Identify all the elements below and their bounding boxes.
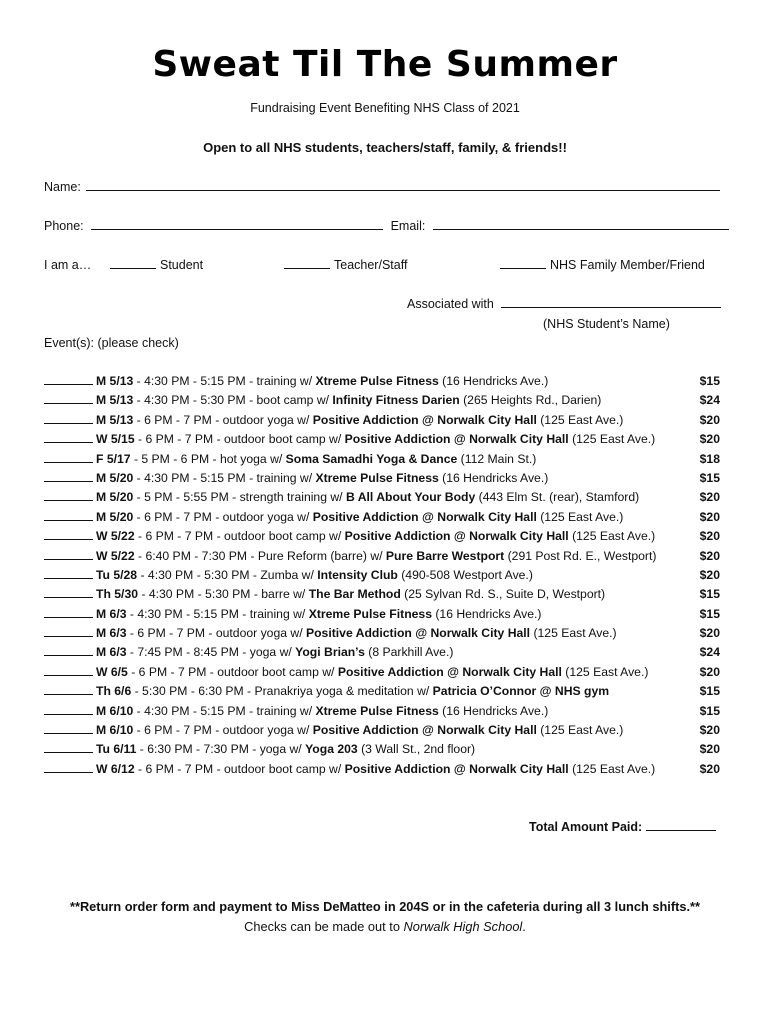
page-title: Sweat Til The Summer xyxy=(152,44,618,85)
return-instructions: **Return order form and payment to Miss DeMatteo in 204S or in the cafeteria during all 3 lunch shifts.** xyxy=(69,899,700,914)
events-list xyxy=(44,374,720,781)
event-row xyxy=(44,762,720,781)
event-time-activity: - 7:45 PM - 8:45 PM - yoga w/ xyxy=(126,645,296,660)
event-checkbox[interactable] xyxy=(44,568,93,579)
event-price: $20 xyxy=(699,432,720,447)
event-price: $20 xyxy=(699,567,720,582)
event-venue: Xtreme Pulse Fitness xyxy=(315,374,439,388)
event-checkbox[interactable] xyxy=(44,607,93,618)
event-date: M 5/20 xyxy=(96,509,134,524)
event-time-activity: - 6:40 PM - 7:30 PM - Pure Reform (barre) w/ xyxy=(134,548,386,563)
event-row xyxy=(44,723,720,742)
page-subtitle: Fundraising Event Benefiting NHS Class of 2021 xyxy=(250,101,520,115)
event-date: Tu 6/11 xyxy=(96,742,137,757)
total-paid-row xyxy=(529,820,716,834)
event-address: (3 Wall St., 2nd floor) xyxy=(357,742,476,757)
event-address: (16 Hendricks Ave.) xyxy=(438,374,549,388)
event-description xyxy=(96,665,690,679)
event-venue: Soma Samadhi Yoga & Dance xyxy=(285,451,458,466)
event-time-activity: - 6:30 PM - 7:30 PM - yoga w/ xyxy=(136,742,306,757)
event-description xyxy=(96,452,690,466)
total-paid-field[interactable] xyxy=(646,820,716,831)
event-address: (443 Elm St. (rear), Stamford) xyxy=(475,490,640,505)
event-date: M 6/3 xyxy=(96,645,127,660)
event-row xyxy=(44,549,720,568)
event-description xyxy=(96,529,690,543)
event-date: M 6/10 xyxy=(96,703,134,718)
event-price: $15 xyxy=(699,606,720,621)
event-venue: Positive Addiction @ Norwalk City Hall xyxy=(344,432,569,447)
event-row xyxy=(44,587,720,606)
event-row xyxy=(44,432,720,451)
email-label: Email: xyxy=(390,219,426,233)
event-address: (8 Parkhill Ave.) xyxy=(364,645,454,660)
event-date: W 6/5 xyxy=(96,664,128,679)
event-date: F 5/17 xyxy=(96,451,131,466)
event-price: $20 xyxy=(699,529,720,544)
event-description xyxy=(96,742,690,756)
event-address: (125 East Ave.) xyxy=(536,723,624,738)
event-venue: Positive Addiction @ Norwalk City Hall xyxy=(305,626,531,641)
event-address: (125 East Ave.) xyxy=(568,432,656,447)
role-option-label: Student xyxy=(160,258,204,272)
checks-payable-line xyxy=(0,919,770,934)
phone-email-row xyxy=(44,219,729,233)
event-checkbox[interactable] xyxy=(44,452,93,463)
event-venue: Xtreme Pulse Fitness xyxy=(308,606,432,621)
event-checkbox[interactable] xyxy=(44,626,93,637)
event-row xyxy=(44,490,720,509)
event-price: $20 xyxy=(699,412,720,427)
event-address: (490-508 Westport Ave.) xyxy=(397,567,533,582)
event-date: Th 5/30 xyxy=(96,587,138,602)
event-venue: Positive Addiction @ Norwalk City Hall xyxy=(312,509,537,524)
event-description xyxy=(96,549,690,563)
event-checkbox[interactable] xyxy=(44,723,93,734)
event-address: (125 East Ave.) xyxy=(561,664,649,679)
event-address: (112 Main St.) xyxy=(457,451,537,466)
event-address: (25 Sylvan Rd. S., Suite D, Westport) xyxy=(400,587,606,602)
event-description xyxy=(96,393,690,407)
event-address: (125 East Ave.) xyxy=(530,626,617,641)
event-price: $24 xyxy=(699,645,720,660)
event-price: $15 xyxy=(699,684,720,699)
event-checkbox[interactable] xyxy=(44,490,93,501)
event-venue: Positive Addiction @ Norwalk City Hall xyxy=(344,529,569,544)
event-address: (265 Heights Rd., Darien) xyxy=(459,393,602,408)
event-time-activity: - 4:30 PM - 5:30 PM - boot camp w/ xyxy=(133,393,333,408)
event-description xyxy=(96,684,690,698)
phone-label: Phone: xyxy=(44,219,84,233)
event-time-activity: - 6 PM - 7 PM - outdoor boot camp w/ xyxy=(134,432,345,447)
event-row xyxy=(44,607,720,626)
event-venue: Positive Addiction @ Norwalk City Hall xyxy=(337,664,562,679)
event-price: $20 xyxy=(699,742,720,757)
checks-prefix: Checks can be made out to xyxy=(244,919,404,934)
event-price: $18 xyxy=(699,451,720,466)
associated-label: Associated with xyxy=(407,297,494,311)
event-time-activity: - 5 PM - 5:55 PM - strength training w/ xyxy=(133,490,346,505)
associated-note: (NHS Student’s Name) xyxy=(543,317,670,331)
event-address: (16 Hendricks Ave.) xyxy=(438,470,549,485)
event-venue: B All About Your Body xyxy=(345,490,476,505)
event-date: W 6/12 xyxy=(96,761,135,776)
role-label: I am a… xyxy=(44,258,92,272)
associated-student-field[interactable] xyxy=(501,297,721,308)
event-date: W 5/22 xyxy=(96,548,135,563)
event-description xyxy=(96,723,690,737)
event-venue: Infinity Fitness Darien xyxy=(332,393,460,408)
event-description xyxy=(96,471,690,485)
event-description xyxy=(96,626,690,640)
event-venue: Patricia O’Connor @ NHS gym xyxy=(432,684,610,699)
event-date: M 6/3 xyxy=(96,626,127,641)
event-time-activity: - 4:30 PM - 5:15 PM - training w/ xyxy=(133,374,316,388)
event-price: $20 xyxy=(699,761,720,776)
event-venue: Positive Addiction @ Norwalk City Hall xyxy=(312,412,537,427)
event-description xyxy=(96,645,690,659)
event-checkbox[interactable] xyxy=(44,393,93,404)
event-venue: The Bar Method xyxy=(308,587,401,602)
event-venue: Positive Addiction @ Norwalk City Hall xyxy=(312,723,537,738)
event-description xyxy=(96,762,690,776)
event-checkbox[interactable] xyxy=(44,432,93,443)
event-row xyxy=(44,684,720,703)
event-row xyxy=(44,645,720,664)
event-time-activity: - 6 PM - 7 PM - outdoor yoga w/ xyxy=(133,723,313,738)
event-checkbox[interactable] xyxy=(44,471,93,482)
event-checkbox[interactable] xyxy=(44,510,93,521)
name-label: Name: xyxy=(44,180,81,194)
event-row xyxy=(44,704,720,723)
event-date: W 5/15 xyxy=(96,432,135,447)
event-venue: Yogi Brian’s xyxy=(295,645,365,660)
event-time-activity: - 4:30 PM - 5:15 PM - training w/ xyxy=(133,470,316,485)
event-checkbox[interactable] xyxy=(44,684,93,695)
event-row xyxy=(44,665,720,684)
event-date: M 6/3 xyxy=(96,606,127,621)
event-price: $20 xyxy=(699,509,720,524)
role-option-family-friend[interactable] xyxy=(500,258,705,272)
event-venue: Xtreme Pulse Fitness xyxy=(315,470,439,485)
event-row xyxy=(44,393,720,412)
event-time-activity: - 5 PM - 6 PM - hot yoga w/ xyxy=(130,451,286,466)
role-option-teacher-staff[interactable] xyxy=(284,258,407,272)
event-description xyxy=(96,568,690,582)
name-field[interactable] xyxy=(86,180,720,191)
event-time-activity: - 6 PM - 7 PM - outdoor boot camp w/ xyxy=(134,529,345,544)
event-checkbox[interactable] xyxy=(44,762,93,773)
event-address: (291 Post Rd. E., Westport) xyxy=(504,548,657,563)
event-time-activity: - 6 PM - 7 PM - outdoor boot camp w/ xyxy=(134,761,345,776)
event-time-activity: - 6 PM - 7 PM - outdoor yoga w/ xyxy=(133,412,313,427)
event-venue: Pure Barre Westport xyxy=(385,548,505,563)
event-description xyxy=(96,413,690,427)
event-row xyxy=(44,452,720,471)
event-price: $20 xyxy=(699,490,720,505)
event-checkbox[interactable] xyxy=(44,742,93,753)
event-time-activity: - 5:30 PM - 6:30 PM - Pranakriya yoga & meditation w/ xyxy=(131,684,433,699)
role-option-label: NHS Family Member/Friend xyxy=(550,258,705,272)
event-row xyxy=(44,568,720,587)
role-option-label: Teacher/Staff xyxy=(334,258,408,272)
event-description xyxy=(96,607,690,621)
event-venue: Yoga 203 xyxy=(305,742,358,757)
total-paid-label: Total Amount Paid: xyxy=(529,820,643,834)
event-time-activity: - 6 PM - 7 PM - outdoor boot camp w/ xyxy=(127,664,338,679)
event-time-activity: - 4:30 PM - 5:30 PM - barre w/ xyxy=(138,587,309,602)
event-date: W 5/22 xyxy=(96,529,135,544)
role-row xyxy=(44,258,724,276)
event-checkbox[interactable] xyxy=(44,413,93,424)
event-time-activity: - 6 PM - 7 PM - outdoor yoga w/ xyxy=(126,626,306,641)
event-price: $15 xyxy=(699,470,720,485)
event-checkbox[interactable] xyxy=(44,587,93,598)
event-address: (125 East Ave.) xyxy=(568,529,656,544)
event-time-activity: - 4:30 PM - 5:30 PM - Zumba w/ xyxy=(137,567,318,582)
event-date: M 5/13 xyxy=(96,374,134,388)
event-checkbox[interactable] xyxy=(44,665,93,676)
phone-field[interactable] xyxy=(91,219,383,230)
event-checkbox[interactable] xyxy=(44,529,93,540)
event-row xyxy=(44,742,720,761)
event-checkbox[interactable] xyxy=(44,374,93,385)
events-heading: Event(s): (please check) xyxy=(44,336,179,350)
associated-row xyxy=(407,297,721,311)
event-time-activity: - 4:30 PM - 5:15 PM - training w/ xyxy=(126,606,309,621)
event-description xyxy=(96,432,690,446)
event-price: $15 xyxy=(699,587,720,602)
event-address: (125 East Ave.) xyxy=(568,761,656,776)
checks-payee: Norwalk High School xyxy=(403,919,523,934)
event-date: M 5/13 xyxy=(96,412,134,427)
event-venue: Positive Addiction @ Norwalk City Hall xyxy=(344,761,569,776)
open-invitation-line: Open to all NHS students, teachers/staff, family, & friends!! xyxy=(203,140,567,155)
event-venue: Intensity Club xyxy=(317,567,398,582)
event-time-activity: - 6 PM - 7 PM - outdoor yoga w/ xyxy=(133,509,313,524)
role-checkbox-student[interactable] xyxy=(110,258,156,269)
event-address: (16 Hendricks Ave.) xyxy=(438,703,549,718)
event-price: $15 xyxy=(699,703,720,718)
event-row xyxy=(44,471,720,490)
event-row xyxy=(44,529,720,548)
event-date: M 5/13 xyxy=(96,393,134,408)
event-date: M 5/20 xyxy=(96,490,134,505)
event-checkbox[interactable] xyxy=(44,645,93,656)
name-row xyxy=(44,180,724,194)
event-checkbox[interactable] xyxy=(44,549,93,560)
event-row xyxy=(44,510,720,529)
event-address: (16 Hendricks Ave.) xyxy=(431,606,542,621)
role-option-student[interactable] xyxy=(110,258,203,272)
event-date: Tu 5/28 xyxy=(96,567,138,582)
event-time-activity: - 4:30 PM - 5:15 PM - training w/ xyxy=(133,703,316,718)
event-checkbox[interactable] xyxy=(44,704,93,715)
event-description xyxy=(96,374,690,388)
event-price: $15 xyxy=(699,374,720,388)
event-date: Th 6/6 xyxy=(96,684,132,699)
event-venue: Xtreme Pulse Fitness xyxy=(315,703,439,718)
checks-suffix: . xyxy=(522,919,526,934)
role-checkbox-family-friend[interactable] xyxy=(500,258,546,269)
event-price: $24 xyxy=(699,393,720,408)
event-description xyxy=(96,587,690,601)
event-date: M 5/20 xyxy=(96,470,134,485)
event-description xyxy=(96,704,690,718)
event-address: (125 East Ave.) xyxy=(536,509,624,524)
event-date: M 6/10 xyxy=(96,723,134,738)
event-price: $20 xyxy=(699,723,720,738)
event-row xyxy=(44,374,720,393)
role-checkbox-teacher-staff[interactable] xyxy=(284,258,330,269)
event-price: $20 xyxy=(699,626,720,641)
event-address: (125 East Ave.) xyxy=(536,412,624,427)
event-description xyxy=(96,510,690,524)
email-field[interactable] xyxy=(433,219,729,230)
event-row xyxy=(44,413,720,432)
event-price: $20 xyxy=(699,548,720,563)
event-description xyxy=(96,490,690,504)
event-row xyxy=(44,626,720,645)
event-price: $20 xyxy=(699,664,720,679)
